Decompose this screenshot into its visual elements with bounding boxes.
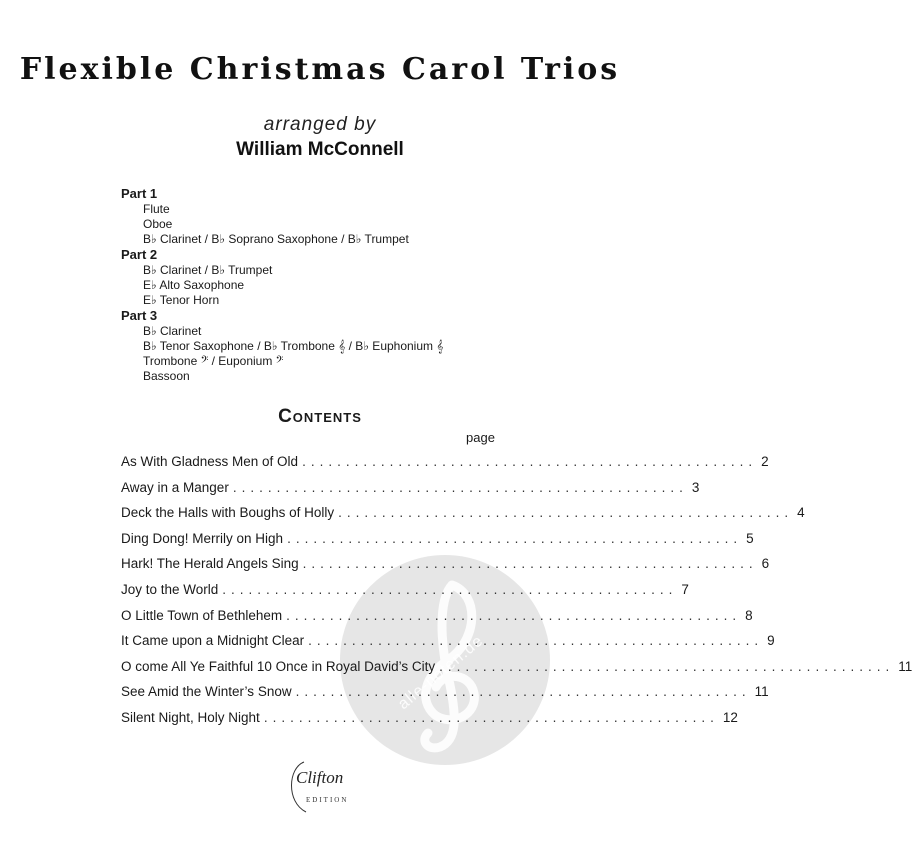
toc-entry-page: 11 xyxy=(754,684,769,700)
table-of-contents xyxy=(121,454,912,736)
part-instrument: Bassoon xyxy=(143,369,190,383)
part-instrument: Flute xyxy=(143,202,170,216)
toc-entry[interactable] xyxy=(121,454,769,480)
part-2 xyxy=(121,247,443,308)
toc-entry-page: 11 xyxy=(898,658,912,674)
part-instrument: B♭ Tenor Saxophone / B♭ Trombone 𝄞 / B♭ Euphonium 𝄞 xyxy=(143,339,444,353)
watermark-text: alle-noten.de xyxy=(395,632,487,714)
part-title: Part 1 xyxy=(121,186,158,201)
logo-script-text: Clifton xyxy=(296,768,344,787)
toc-entry[interactable] xyxy=(121,505,805,531)
toc-entry[interactable] xyxy=(121,684,769,710)
toc-leader-dots: .................................................... xyxy=(302,556,758,572)
toc-entry-page: 9 xyxy=(767,633,775,649)
clifton-edition-logo xyxy=(282,758,362,818)
toc-leader-dots: .................................................... xyxy=(439,658,895,674)
toc-entry-title: Ding Dong! Merrily on High xyxy=(121,530,284,546)
part-instrument: E♭ Tenor Horn xyxy=(143,293,220,307)
part-instrument: Oboe xyxy=(143,217,173,231)
toc-entry-title: Away in a Manger xyxy=(121,479,229,495)
logo-edition-text: EDITION xyxy=(306,796,349,804)
toc-entry[interactable] xyxy=(121,607,753,634)
toc-entry-title: O come All Ye Faithful 10 Once in Royal David’s City xyxy=(121,658,436,674)
toc-entry-title: Joy to the World xyxy=(121,581,219,597)
toc-entry-page: 5 xyxy=(746,530,754,546)
toc-entry-title: See Amid the Winter’s Snow xyxy=(121,684,292,700)
toc-entry[interactable] xyxy=(121,556,770,582)
toc-entry-title: Deck the Halls with Boughs of Holly xyxy=(121,505,335,521)
part-instrument: Trombone 𝄢 / Euponium 𝄢 xyxy=(143,354,284,368)
part-title: Part 2 xyxy=(121,247,158,262)
toc-entry[interactable] xyxy=(121,633,775,659)
instrument-parts xyxy=(121,186,443,384)
toc-entry[interactable] xyxy=(121,709,738,736)
page-column-label: page xyxy=(466,430,495,445)
toc-leader-dots: .................................................... xyxy=(338,505,794,521)
part-title: Part 3 xyxy=(121,308,158,323)
part-3 xyxy=(121,308,443,384)
toc-entry-page: 6 xyxy=(761,556,770,572)
arranged-by-label: arranged by xyxy=(263,114,377,135)
toc-leader-dots: .................................................... xyxy=(295,684,751,700)
toc-entry-page: 7 xyxy=(681,581,689,597)
toc-entry-page: 8 xyxy=(745,607,753,623)
toc-entry[interactable] xyxy=(121,581,689,608)
toc-entry-page: 2 xyxy=(761,454,769,469)
toc-leader-dots: .................................................... xyxy=(222,581,678,597)
part-instrument: B♭ Clarinet xyxy=(143,324,202,338)
toc-entry-title: As With Gladness Men of Old xyxy=(121,454,299,469)
toc-leader-dots: .................................................... xyxy=(286,607,742,623)
toc-leader-dots: .................................................... xyxy=(232,479,688,495)
part-instrument: B♭ Clarinet / B♭ Trumpet xyxy=(143,263,273,277)
arranger-name: William McConnell xyxy=(236,139,404,160)
toc-entry[interactable] xyxy=(121,479,700,506)
document-title: Flexible Christmas Carol Trios xyxy=(19,52,621,87)
contents-heading: Contents xyxy=(278,406,362,427)
toc-leader-dots: .................................................... xyxy=(263,709,719,725)
toc-entry-title: Hark! The Herald Angels Sing xyxy=(121,556,299,572)
toc-entry[interactable] xyxy=(121,658,912,685)
toc-entry-page: 3 xyxy=(691,479,700,495)
part-1 xyxy=(121,186,443,247)
logo-arc-icon xyxy=(282,758,362,818)
part-instrument: B♭ Clarinet / B♭ Soprano Saxophone / B♭ Trumpet xyxy=(143,232,409,246)
toc-entry-title: Silent Night, Holy Night xyxy=(121,709,260,725)
toc-leader-dots: .................................................... xyxy=(308,633,764,649)
toc-entry-page: 4 xyxy=(797,505,805,521)
toc-leader-dots: .................................................... xyxy=(302,454,758,469)
toc-entry-title: O Little Town of Bethlehem xyxy=(121,607,283,623)
part-instrument: E♭ Alto Saxophone xyxy=(143,278,245,292)
toc-entry-page: 12 xyxy=(722,709,738,725)
toc-entry[interactable] xyxy=(121,530,754,557)
toc-leader-dots: .................................................... xyxy=(287,530,743,546)
toc-entry-title: It Came upon a Midnight Clear xyxy=(121,633,305,649)
